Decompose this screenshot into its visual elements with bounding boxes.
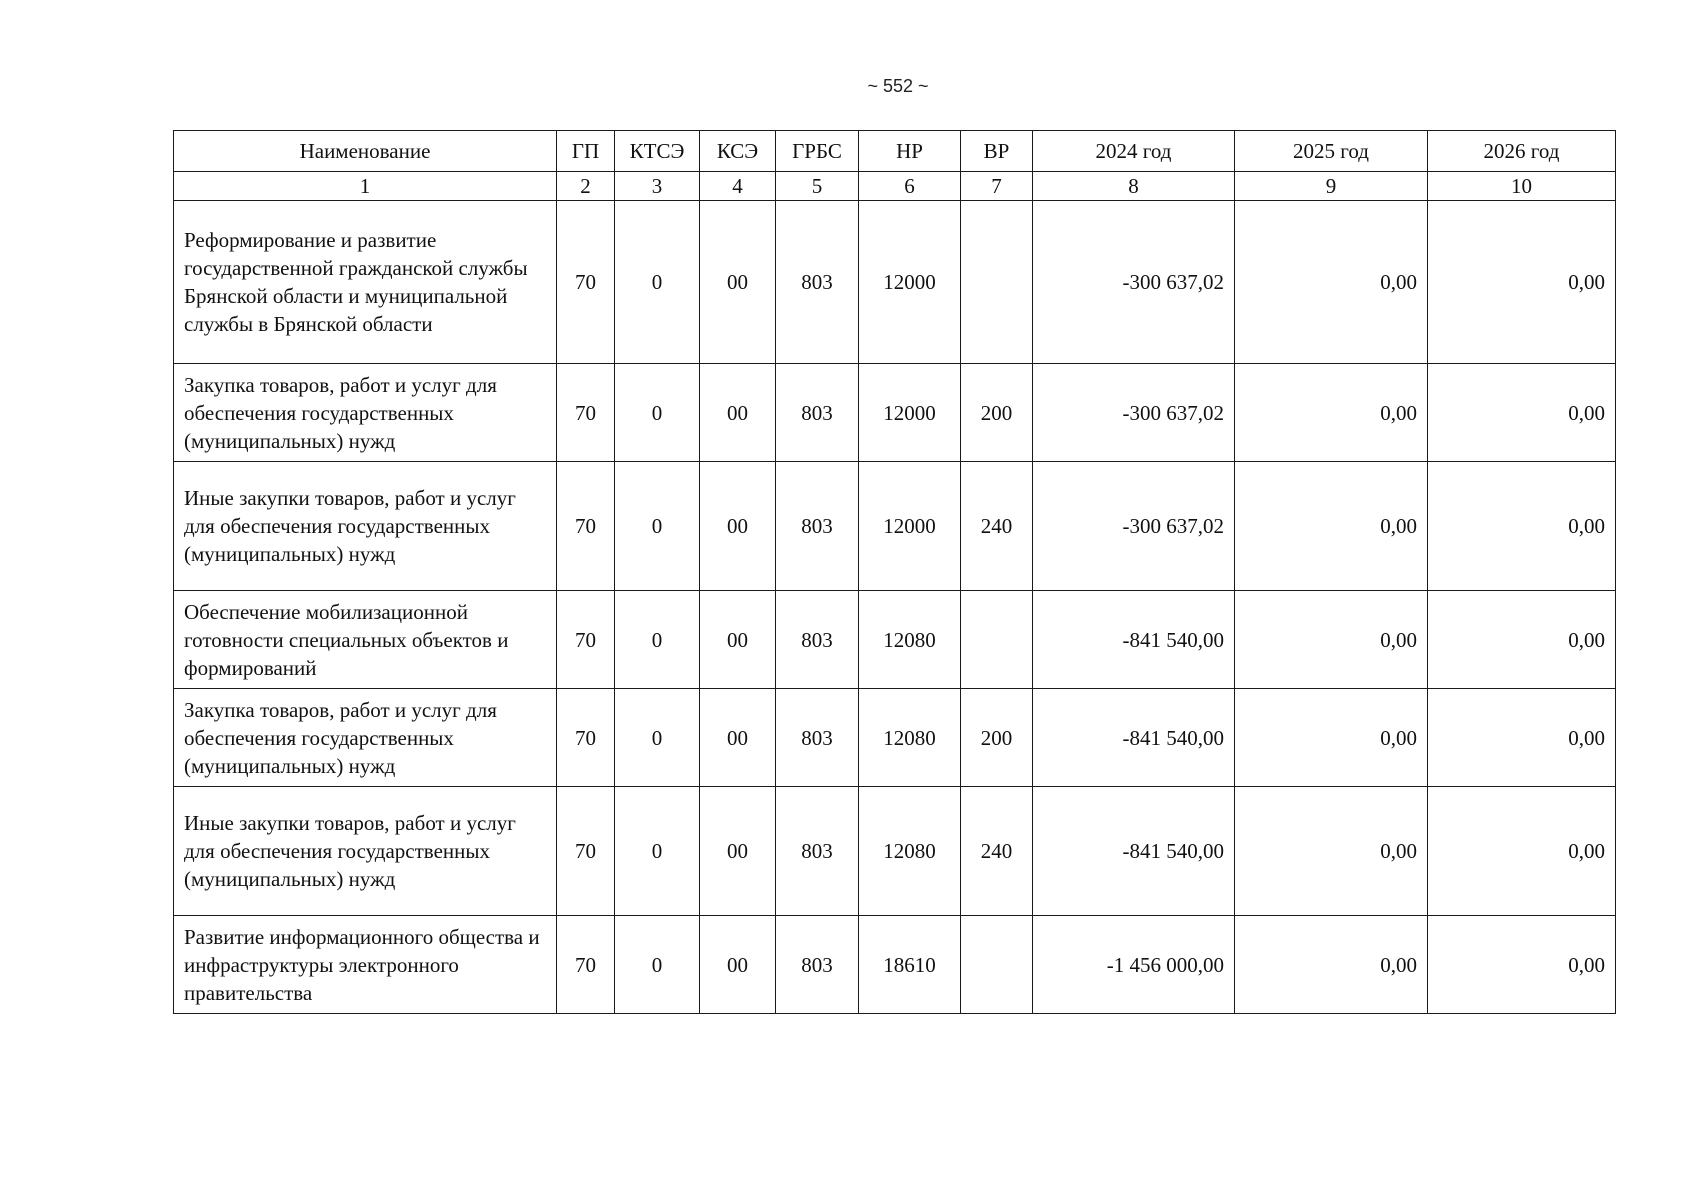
row-vr: 240: [961, 462, 1033, 591]
table-row: [174, 462, 1616, 591]
row-grbs: 803: [776, 201, 859, 364]
row-vr: 200: [961, 689, 1033, 787]
row-grbs: 803: [776, 364, 859, 462]
budget-table: [173, 130, 1616, 1014]
row-gp: 70: [557, 201, 615, 364]
row-2024: -841 540,00: [1033, 689, 1235, 787]
row-vr: 240: [961, 787, 1033, 916]
row-gp: 70: [557, 689, 615, 787]
row-gp: 70: [557, 916, 615, 1014]
row-vr: [961, 591, 1033, 689]
row-nr: 12080: [859, 689, 961, 787]
row-ktse: 0: [615, 689, 700, 787]
table-row: [174, 201, 1616, 364]
row-2025: 0,00: [1235, 462, 1428, 591]
row-nr: 18610: [859, 916, 961, 1014]
row-kse: 00: [700, 201, 776, 364]
header-gp: ГП: [557, 131, 615, 172]
row-vr: [961, 916, 1033, 1014]
row-gp: 70: [557, 591, 615, 689]
row-2024: -841 540,00: [1033, 787, 1235, 916]
row-grbs: 803: [776, 591, 859, 689]
column-number: 2: [557, 172, 615, 201]
page-number: ~ 552 ~: [867, 76, 929, 96]
row-grbs: 803: [776, 462, 859, 591]
column-number: 1: [174, 172, 557, 201]
row-nr: 12080: [859, 591, 961, 689]
row-name: Иные закупки товаров, работ и услуг для обеспечения государственных (муниципальных) нужд: [174, 787, 557, 916]
header-2025: 2025 год: [1235, 131, 1428, 172]
row-kse: 00: [700, 689, 776, 787]
header-name: Наименование: [174, 131, 557, 172]
row-ktse: 0: [615, 364, 700, 462]
header-vr: ВР: [961, 131, 1033, 172]
column-number: 3: [615, 172, 700, 201]
row-ktse: 0: [615, 201, 700, 364]
row-kse: 00: [700, 916, 776, 1014]
row-grbs: 803: [776, 916, 859, 1014]
column-number: 5: [776, 172, 859, 201]
row-2024: -300 637,02: [1033, 462, 1235, 591]
header-grbs: ГРБС: [776, 131, 859, 172]
row-2025: 0,00: [1235, 201, 1428, 364]
row-2024: -1 456 000,00: [1033, 916, 1235, 1014]
row-2026: 0,00: [1428, 462, 1616, 591]
header-2026: 2026 год: [1428, 131, 1616, 172]
column-number: 9: [1235, 172, 1428, 201]
column-number: 8: [1033, 172, 1235, 201]
row-2025: 0,00: [1235, 591, 1428, 689]
row-2024: -300 637,02: [1033, 201, 1235, 364]
column-number-row: [174, 172, 1616, 201]
table-row: [174, 364, 1616, 462]
row-kse: 00: [700, 364, 776, 462]
table-row: [174, 916, 1616, 1014]
header-kse: КСЭ: [700, 131, 776, 172]
table-row: [174, 689, 1616, 787]
row-kse: 00: [700, 462, 776, 591]
row-vr: 200: [961, 364, 1033, 462]
row-ktse: 0: [615, 591, 700, 689]
row-2025: 0,00: [1235, 787, 1428, 916]
row-name: Развитие информационного общества и инфраструктуры электронного правительства: [174, 916, 557, 1014]
row-nr: 12000: [859, 364, 961, 462]
row-gp: 70: [557, 462, 615, 591]
row-2026: 0,00: [1428, 591, 1616, 689]
row-nr: 12000: [859, 462, 961, 591]
row-2024: -300 637,02: [1033, 364, 1235, 462]
row-2026: 0,00: [1428, 916, 1616, 1014]
header-nr: НР: [859, 131, 961, 172]
row-ktse: 0: [615, 462, 700, 591]
row-2026: 0,00: [1428, 787, 1616, 916]
row-kse: 00: [700, 591, 776, 689]
row-name: Реформирование и развитие государственной гражданской службы Брянской области и муниципальной службы в Брянской области: [174, 201, 557, 364]
row-2025: 0,00: [1235, 689, 1428, 787]
table-row: [174, 591, 1616, 689]
row-grbs: 803: [776, 787, 859, 916]
row-nr: 12000: [859, 201, 961, 364]
row-2025: 0,00: [1235, 916, 1428, 1014]
row-2026: 0,00: [1428, 201, 1616, 364]
row-2024: -841 540,00: [1033, 591, 1235, 689]
row-name: Закупка товаров, работ и услуг для обеспечения государственных (муниципальных) нужд: [174, 364, 557, 462]
column-number: 10: [1428, 172, 1616, 201]
row-vr: [961, 201, 1033, 364]
row-name: Закупка товаров, работ и услуг для обеспечения государственных (муниципальных) нужд: [174, 689, 557, 787]
column-number: 7: [961, 172, 1033, 201]
row-gp: 70: [557, 364, 615, 462]
row-name: Обеспечение мобилизационной готовности специальных объектов и формирований: [174, 591, 557, 689]
header-2024: 2024 год: [1033, 131, 1235, 172]
header-ktse: КТСЭ: [615, 131, 700, 172]
row-2026: 0,00: [1428, 689, 1616, 787]
row-2025: 0,00: [1235, 364, 1428, 462]
row-ktse: 0: [615, 787, 700, 916]
row-gp: 70: [557, 787, 615, 916]
row-name: Иные закупки товаров, работ и услуг для обеспечения государственных (муниципальных) нужд: [174, 462, 557, 591]
table-row: [174, 787, 1616, 916]
column-number: 6: [859, 172, 961, 201]
row-kse: 00: [700, 787, 776, 916]
row-ktse: 0: [615, 916, 700, 1014]
row-grbs: 803: [776, 689, 859, 787]
row-2026: 0,00: [1428, 364, 1616, 462]
column-number: 4: [700, 172, 776, 201]
row-nr: 12080: [859, 787, 961, 916]
header-row: [174, 131, 1616, 172]
